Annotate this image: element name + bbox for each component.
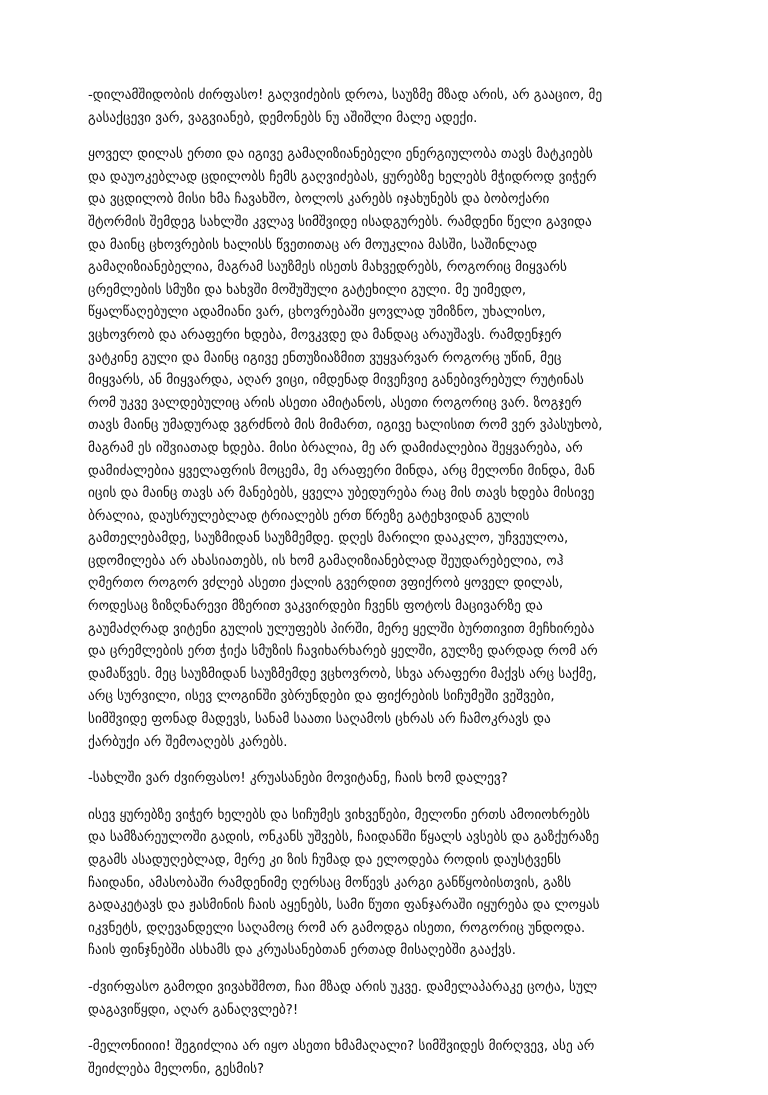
paragraph-3: -სახლში ვარ ძვირფასო! კრუასანები მოვიტანე, ჩაის ხომ დალევ? (88, 771, 508, 787)
document-page (88, 85, 706, 1095)
paragraph-1: -დილამშიდობის ძირფასო! გაღვიძების დროა, საუზმე მზად არის, არ გააციო, მე გასაქცევი ვარ, ვაგვიანებ, დემონებს ნუ აშიშლი მალე ადექი. (88, 88, 603, 126)
paragraph-5: -ძვირფასო გამოდი ვივახშმოთ, ჩაი მზად არის უკვე. დამელაპარაკე ცოტა, სულ დაგავიწყდი, აღარ განაღვლებ?! (88, 979, 598, 1018)
paragraph-4: ისევ ყურებზე ვიჭერ ხელებს და სიჩუმეს ვიხვეწები, მელონი ერთს ამოიოხრებს და სამზარეულოში გადის, ონკანს უშვებს, ჩაიდანში წყალს ავსებს და გაზქურაზე დგამს ასადუღებლად, მერე კი ზის ჩუმად და ელოდება როდის დაუსტვენს ჩაიდანი, ამასობაში რამდენიმე ღერსაც მოწევს კარგი განწყობისთვის, გაზს გადაკეტავს და ჟასმინის ჩაის აყენებს, სამი წუთი ფანჯარაში იყურება და ლოყას იკვნეტს, დღევანდელი საღამოც რომ არ გამოდგა ისეთი, როგორიც უნდოდა. ჩაის ფინჯნებში ასხამს და კრუასანებთან ერთად მისაღებში გააქვს. (88, 807, 600, 959)
paragraph-2: ყოველ დილას ერთი და იგივე გამაღიზიანებელი ენერგიულობა თავს მატკიებს და დაუოკებლად ცდილობს ჩემს გაღვიძებას, ყურებზე ხელებს მჭიდროდ ვიჭერ და ვცდილობ მისი ხმა ჩავახშო, ბოლოს კარებს იჯახუნებს და ბობოქარი შტორმის შემდეგ სახლში კვლავ სიმშვიდე ისადგურებს. რამდენი წელი გავიდა და მაინც ცხოვრების ხალისს წვეთითაც არ მოუკლია მასში, საშინლად გამაღიზიანებელია, მაგრამ საუზმეს ისეთს მახვედრებს, როგორიც მიყვარს ცრემლების სმუზი და ხახვში მოშუშული გატეხილი გული. მე უიმედო, წყალწაღებული ადამიანი ვარ, ცხოვრებაში ყოვლად უმიზნო, უხალისო, ვცხოვრობ და არაფერი ხდება, მოვკვდე და მანდაც არაუშავს. რამდენჯერ ვატკინე გული და მაინც იგივე ენთუზიაზმით ვუყვარვარ როგორც უწინ, მეც მიყვარს, ან მიყვარდა, აღარ ვიცი, იმდენად მივეჩვიე განებივრებულ რუტინას რომ უკვე ვალდებულიც არის ასეთი ამიტანოს, ასეთი როგორიც ვარ. ზოგჯერ თავს მაინც უმადურად ვგრძნობ მის მიმართ, იგივე ხალისით რომ ვერ ვპასუხობ, მაგრამ ეს იშვიათად ხდება. მისი ბრალია, მე არ დამიძალებია შეყვარება, არ დამიძალებია ყველაფრის მოცემა, მე არაფერი მინდა, არც მელონი მინდა, მან იცის და მაინც თავს არ მანებებს, ყველა უბედურება რაც მის თავს ხდება მისივე ბრალია, დაუსრულებლად ტრიალებს ერთ წრეზე გატეხვიდან გულის გამთელებამდე, საუზმიდან საუზმემდე. დღეს მარილი დააკლო, უჩვეულოა, ცდომილება არ ახასიათებს, ის ხომ გამაღიზიანებლად შეუდარებელია, ოჰ ღმერთო როგორ ვძლებ ასეთი ქალის გვერდით ვფიქრობ ყოველ დილას, როდესაც ზიზღნარევი მზერით ვაკვირდები ჩვენს ფოტოს მაცივარზე და გაუმაძღრად ვიტენი გულის ულუფებს პირში, მერე ყელში ბურთივით მეჩხირება და ცრემლების ერთ ჭიქა სმუზის ჩავიხარხარებ ყელში, გულზე დარდად რომ არ დამაწვეს. მეც საუზმიდან საუზმემდე ვცხოვრობ, სხვა არაფერი მაქვს არც საქმე, არც სურვილი, ისევ ლოგინში ვბრუნდები და ფიქრების სიჩუმეში ვეშვები, სიმშვიდე ფონად მადევს, სანამ საათი საღამოს ცხრას არ ჩამოკრავს და ქარბუქი არ შემოაღებს კარებს. (88, 147, 603, 750)
paragraph-6: -მელონიიიი! შეგიძლია არ იყო ასეთი ხმამაღალი? სიმშვიდეს მირღვევ, ასე არ შეიძლება მელონი, გესმის? (88, 1039, 595, 1077)
